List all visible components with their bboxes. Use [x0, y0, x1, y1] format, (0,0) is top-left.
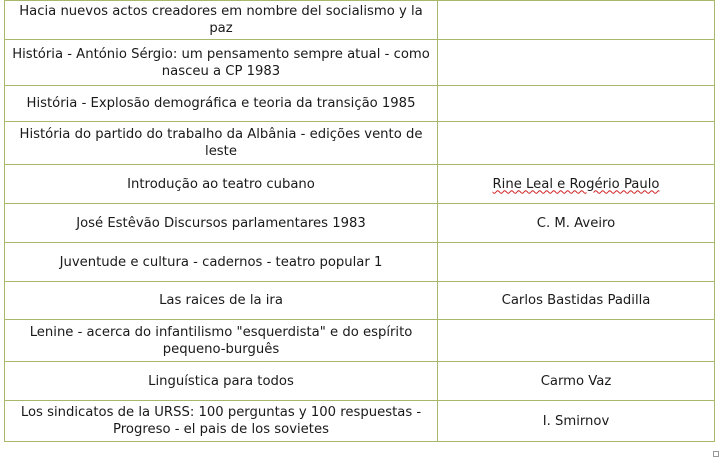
- author-cell[interactable]: [438, 243, 715, 281]
- author-cell[interactable]: [438, 122, 715, 164]
- table-row: [4, 282, 715, 320]
- title-cell[interactable]: Hacia nuevos actos creadores em nombre del socialismo y la paz: [4, 1, 438, 39]
- table-row: [4, 243, 715, 282]
- title-cell[interactable]: Introdução ao teatro cubano: [4, 165, 438, 203]
- table-row: [4, 401, 715, 442]
- title-cell[interactable]: Juventude e cultura - cadernos - teatro popular 1: [4, 243, 438, 281]
- author-cell[interactable]: Carmo Vaz: [438, 362, 715, 400]
- table-row: [4, 320, 715, 362]
- author-cell[interactable]: Carlos Bastidas Padilla: [438, 282, 715, 319]
- book-table: [4, 0, 715, 442]
- title-cell[interactable]: Los sindicatos de la URSS: 100 perguntas y 100 respuestas - Progreso - el pais de los sovietes: [4, 401, 438, 441]
- author-cell[interactable]: [438, 320, 715, 361]
- author-text: Rine Leal e Rogério Paulo: [492, 176, 660, 192]
- author-cell[interactable]: [438, 1, 715, 39]
- title-cell[interactable]: Linguística para todos: [4, 362, 438, 400]
- title-cell[interactable]: Lenine - acerca do infantilismo "esquerdista" e do espírito pequeno-burguês: [4, 320, 438, 361]
- title-cell[interactable]: Las raices de la ira: [4, 282, 438, 319]
- table-resize-handle[interactable]: [713, 451, 719, 457]
- title-cell[interactable]: História - Explosão demográfica e teoria da transição 1985: [4, 86, 438, 121]
- table-row: [4, 122, 715, 165]
- table-row: [4, 40, 715, 86]
- table-row: [4, 204, 715, 243]
- author-cell[interactable]: I. Smirnov: [438, 401, 715, 441]
- author-cell[interactable]: C. M. Aveiro: [438, 204, 715, 242]
- author-cell[interactable]: [438, 40, 715, 85]
- title-cell[interactable]: História - António Sérgio: um pensamento sempre atual - como nasceu a CP 1983: [4, 40, 438, 85]
- title-cell[interactable]: José Estêvão Discursos parlamentares 1983: [4, 204, 438, 242]
- table-row: [4, 0, 715, 40]
- title-cell[interactable]: História do partido do trabalho da Albânia - edições vento de leste: [4, 122, 438, 164]
- author-cell[interactable]: [438, 86, 715, 121]
- table-row: [4, 165, 715, 204]
- table-row: [4, 86, 715, 122]
- author-cell[interactable]: [438, 165, 715, 203]
- table-row: [4, 362, 715, 401]
